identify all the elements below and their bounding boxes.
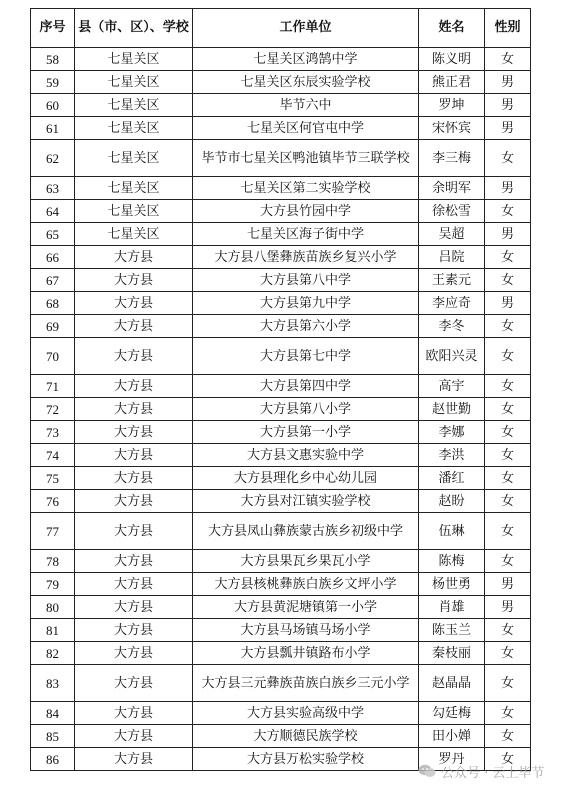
cell-sex: 女 [485,269,531,292]
cell-name: 田小婵 [419,725,485,748]
cell-county: 大方县 [75,375,193,398]
cell-no: 74 [31,444,75,467]
cell-county: 大方县 [75,444,193,467]
cell-county: 大方县 [75,619,193,642]
cell-sex: 男 [485,223,531,246]
cell-no: 60 [31,94,75,117]
cell-no: 76 [31,490,75,513]
cell-unit: 大方顺德民族学校 [193,725,419,748]
cell-county: 大方县 [75,513,193,550]
wechat-icon [418,764,436,778]
cell-county: 大方县 [75,725,193,748]
cell-no: 63 [31,177,75,200]
cell-county: 大方县 [75,490,193,513]
cell-unit: 大方县黄泥塘镇第一小学 [193,596,419,619]
table-row [31,550,531,573]
cell-no: 61 [31,117,75,140]
cell-county: 大方县 [75,338,193,375]
cell-sex: 女 [485,315,531,338]
table-row [31,71,531,94]
watermark-text: 公众号 · 云上毕节 [441,765,545,781]
cell-no: 84 [31,702,75,725]
header-name: 姓名 [419,9,485,48]
header-sex: 性别 [485,9,531,48]
table-row [31,140,531,177]
cell-unit: 毕节六中 [193,94,419,117]
cell-county: 大方县 [75,665,193,702]
cell-sex: 女 [485,444,531,467]
cell-unit: 大方县第一小学 [193,421,419,444]
cell-unit: 大方县三元彝族苗族白族乡三元小学 [193,665,419,702]
cell-sex: 女 [485,665,531,702]
table-row [31,338,531,375]
cell-unit: 大方县果瓦乡果瓦小学 [193,550,419,573]
cell-sex: 女 [485,48,531,71]
cell-unit: 大方县对江镇实验学校 [193,490,419,513]
cell-no: 59 [31,71,75,94]
cell-county: 七星关区 [75,94,193,117]
cell-sex: 女 [485,702,531,725]
cell-county: 大方县 [75,702,193,725]
cell-no: 72 [31,398,75,421]
cell-no: 64 [31,200,75,223]
cell-name: 陈梅 [419,550,485,573]
table-row [31,573,531,596]
cell-sex: 女 [485,748,531,771]
cell-sex: 男 [485,292,531,315]
table-header [31,9,531,48]
cell-unit: 七星关区何官屯中学 [193,117,419,140]
cell-name: 罗丹 [419,748,485,771]
cell-county: 大方县 [75,398,193,421]
table-row [31,642,531,665]
table-row [31,619,531,642]
cell-name: 杨世勇 [419,573,485,596]
cell-name: 赵世勤 [419,398,485,421]
cell-name: 潘红 [419,467,485,490]
table-row [31,269,531,292]
cell-name: 伍琳 [419,513,485,550]
cell-name: 勾廷梅 [419,702,485,725]
cell-no: 83 [31,665,75,702]
cell-no: 77 [31,513,75,550]
cell-no: 58 [31,48,75,71]
table-row [31,421,531,444]
cell-unit: 七星关区第二实验学校 [193,177,419,200]
cell-unit: 大方县理化乡中心幼儿园 [193,467,419,490]
table-row [31,398,531,421]
cell-name: 李洪 [419,444,485,467]
cell-name: 宋怀宾 [419,117,485,140]
table-body [31,48,531,771]
cell-unit: 大方县核桃彝族白族乡文坪小学 [193,573,419,596]
cell-no: 80 [31,596,75,619]
cell-no: 62 [31,140,75,177]
cell-sex: 女 [485,490,531,513]
cell-unit: 七星关区东辰实验学校 [193,71,419,94]
cell-sex: 女 [485,725,531,748]
cell-no: 75 [31,467,75,490]
cell-name: 陈玉兰 [419,619,485,642]
table-row [31,702,531,725]
cell-name: 徐松雪 [419,200,485,223]
cell-name: 赵晶晶 [419,665,485,702]
cell-name: 陈义明 [419,48,485,71]
cell-name: 吕院 [419,246,485,269]
cell-name: 李娜 [419,421,485,444]
cell-county: 大方县 [75,596,193,619]
cell-unit: 大方县马场镇马场小学 [193,619,419,642]
cell-sex: 男 [485,177,531,200]
cell-sex: 女 [485,338,531,375]
cell-sex: 女 [485,200,531,223]
cell-no: 79 [31,573,75,596]
table-row [31,444,531,467]
cell-name: 高宇 [419,375,485,398]
cell-no: 68 [31,292,75,315]
cell-no: 82 [31,642,75,665]
cell-county: 七星关区 [75,71,193,94]
table-row [31,117,531,140]
cell-sex: 女 [485,513,531,550]
cell-unit: 大方县文惠实验中学 [193,444,419,467]
cell-sex: 男 [485,71,531,94]
cell-sex: 男 [485,596,531,619]
cell-county: 大方县 [75,550,193,573]
cell-no: 65 [31,223,75,246]
cell-county: 大方县 [75,642,193,665]
cell-no: 85 [31,725,75,748]
table-row [31,596,531,619]
cell-county: 七星关区 [75,200,193,223]
watermark [418,756,568,786]
table-row [31,315,531,338]
cell-sex: 男 [485,94,531,117]
cell-unit: 大方县凤山彝族蒙古族乡初级中学 [193,513,419,550]
cell-sex: 男 [485,573,531,596]
cell-unit: 大方县第七中学 [193,338,419,375]
cell-name: 吴超 [419,223,485,246]
cell-no: 69 [31,315,75,338]
cell-name: 李冬 [419,315,485,338]
cell-no: 81 [31,619,75,642]
cell-county: 大方县 [75,748,193,771]
table-row [31,223,531,246]
cell-unit: 大方县八堡彝族苗族乡复兴小学 [193,246,419,269]
cell-county: 大方县 [75,315,193,338]
cell-no: 71 [31,375,75,398]
cell-sex: 男 [485,117,531,140]
table-row [31,665,531,702]
cell-name: 李三梅 [419,140,485,177]
cell-name: 赵盼 [419,490,485,513]
cell-no: 86 [31,748,75,771]
cell-name: 欧阳兴灵 [419,338,485,375]
cell-no: 66 [31,246,75,269]
cell-no: 73 [31,421,75,444]
header-unit: 工作单位 [193,9,419,48]
cell-unit: 毕节市七星关区鸭池镇毕节三联学校 [193,140,419,177]
cell-county: 七星关区 [75,140,193,177]
cell-county: 大方县 [75,246,193,269]
cell-county: 大方县 [75,269,193,292]
cell-unit: 七星关区鸿鹄中学 [193,48,419,71]
cell-sex: 女 [485,550,531,573]
cell-name: 秦枝丽 [419,642,485,665]
cell-sex: 女 [485,642,531,665]
table-row [31,200,531,223]
cell-no: 67 [31,269,75,292]
cell-county: 七星关区 [75,117,193,140]
cell-sex: 女 [485,619,531,642]
table-row [31,513,531,550]
cell-sex: 女 [485,375,531,398]
table-row [31,292,531,315]
cell-sex: 女 [485,421,531,444]
table-row [31,375,531,398]
cell-unit: 大方县第八小学 [193,398,419,421]
cell-name: 熊正君 [419,71,485,94]
cell-unit: 大方县竹园中学 [193,200,419,223]
header-no: 序号 [31,9,75,48]
header-county: 县（市、区）、学校 [75,9,193,48]
cell-county: 七星关区 [75,48,193,71]
cell-unit: 大方县第四中学 [193,375,419,398]
cell-sex: 女 [485,140,531,177]
table-row [31,725,531,748]
cell-no: 70 [31,338,75,375]
cell-unit: 大方县瓢井镇路布小学 [193,642,419,665]
table-row [31,246,531,269]
cell-county: 七星关区 [75,177,193,200]
cell-unit: 大方县第六小学 [193,315,419,338]
staff-table [30,8,531,771]
cell-sex: 女 [485,398,531,421]
cell-county: 大方县 [75,421,193,444]
table-row [31,490,531,513]
table-row [31,48,531,71]
cell-name: 肖雄 [419,596,485,619]
cell-county: 大方县 [75,292,193,315]
table-row [31,94,531,117]
cell-county: 大方县 [75,467,193,490]
cell-sex: 女 [485,246,531,269]
table-row [31,177,531,200]
cell-name: 余明军 [419,177,485,200]
cell-unit: 大方县实验高级中学 [193,702,419,725]
table-row [31,467,531,490]
cell-name: 王素元 [419,269,485,292]
cell-sex: 女 [485,467,531,490]
cell-county: 大方县 [75,573,193,596]
cell-unit: 大方县万松实验学校 [193,748,419,771]
cell-unit: 七星关区海子街中学 [193,223,419,246]
cell-unit: 大方县第九中学 [193,292,419,315]
cell-county: 七星关区 [75,223,193,246]
cell-name: 李应奇 [419,292,485,315]
cell-unit: 大方县第八中学 [193,269,419,292]
cell-no: 78 [31,550,75,573]
cell-name: 罗坤 [419,94,485,117]
